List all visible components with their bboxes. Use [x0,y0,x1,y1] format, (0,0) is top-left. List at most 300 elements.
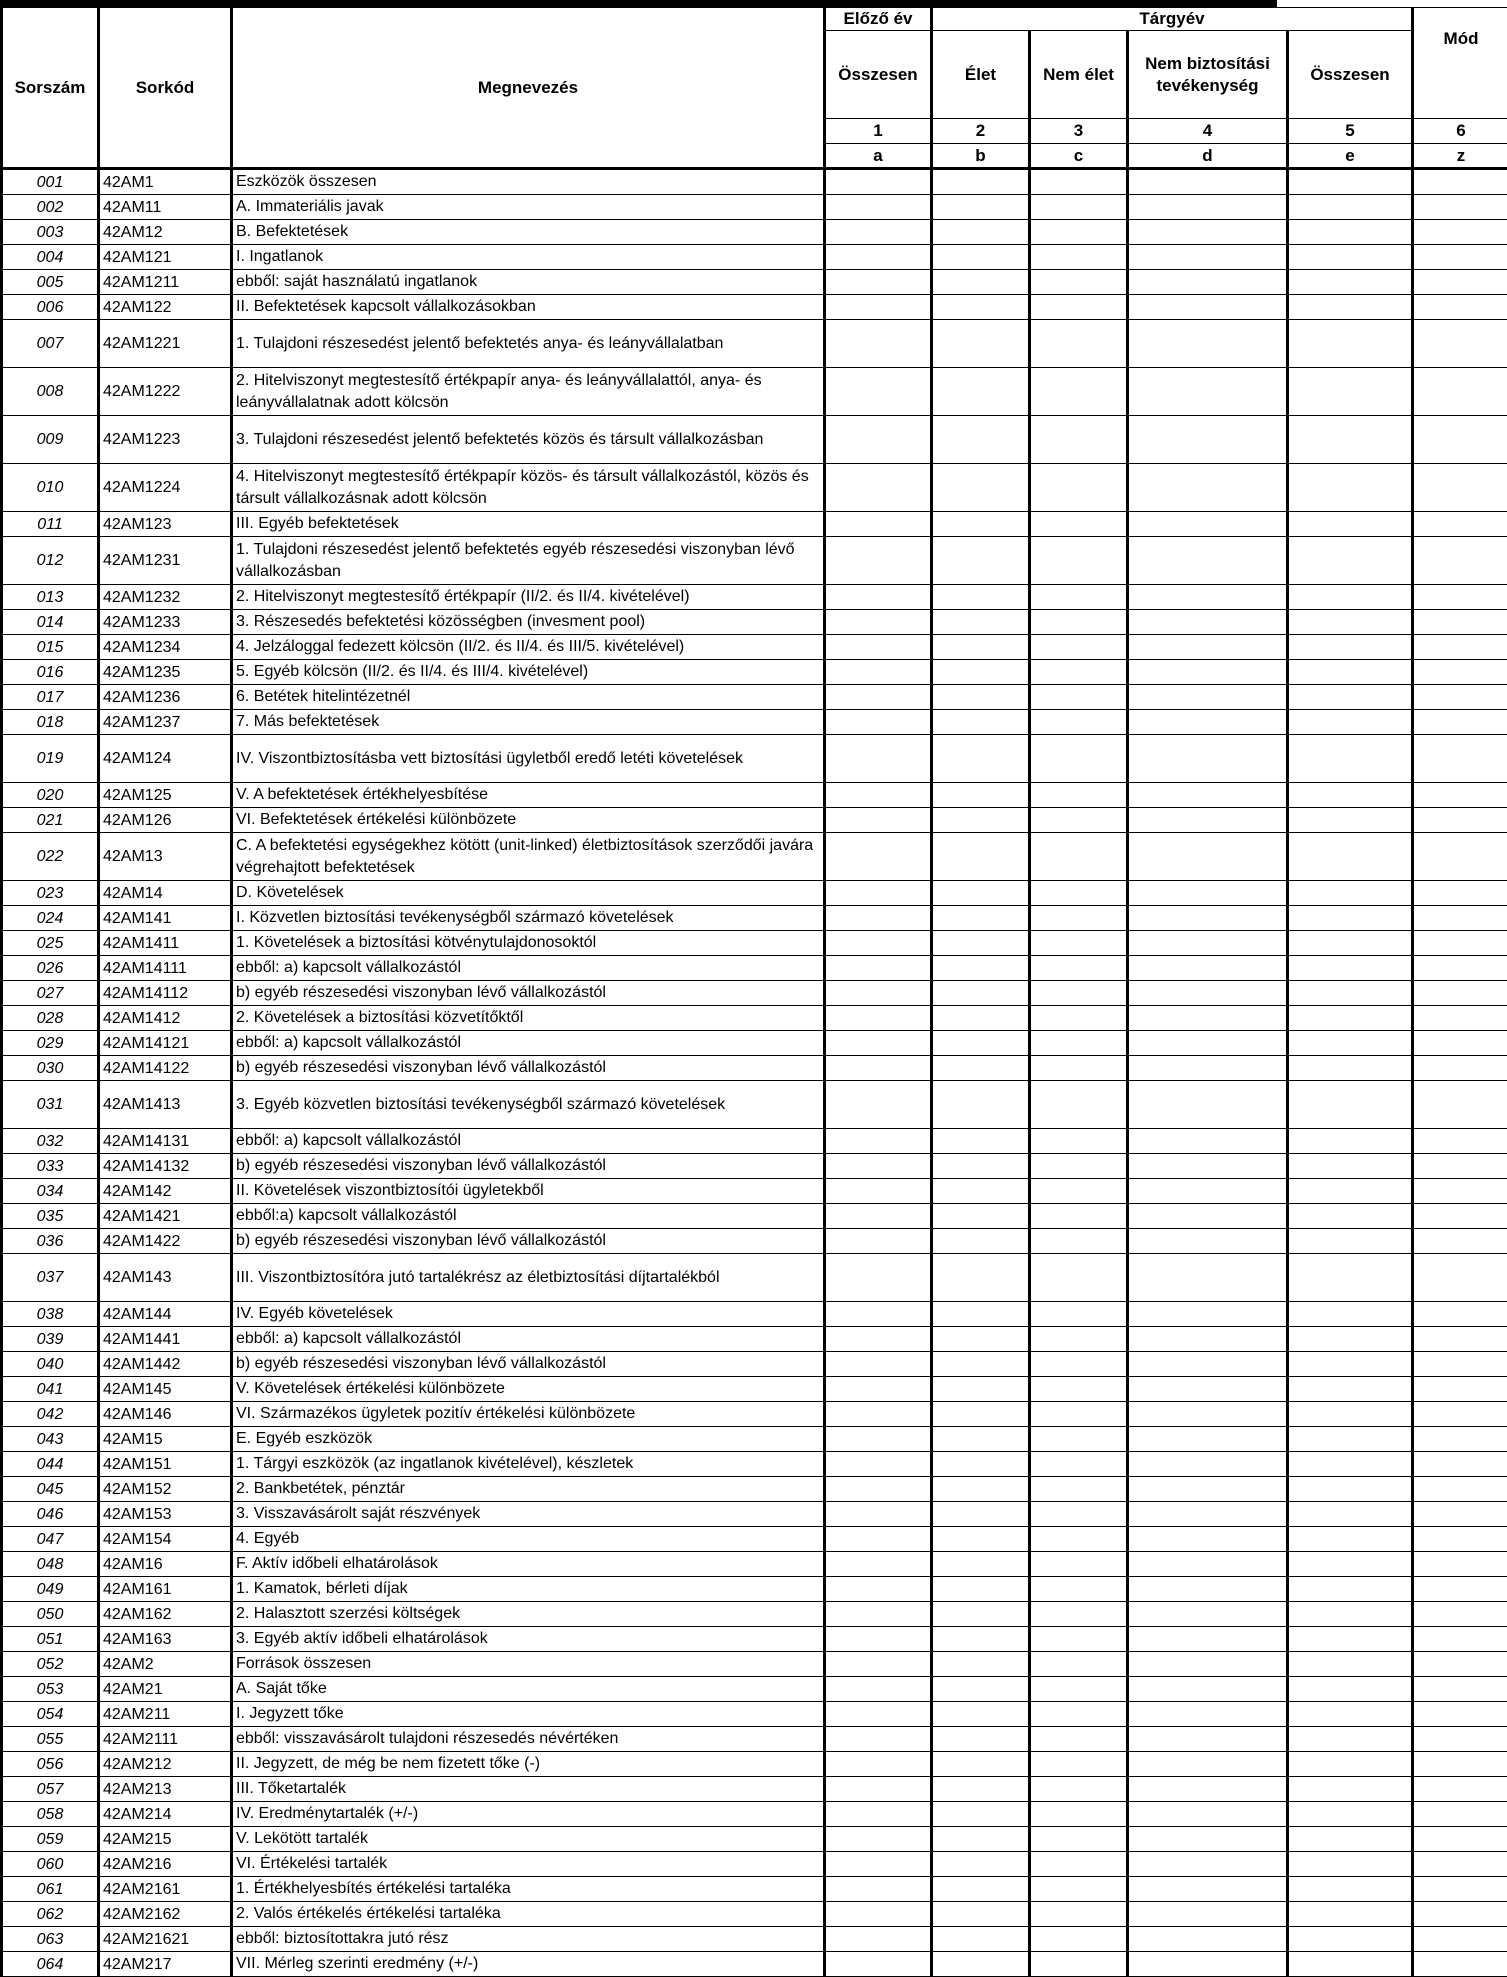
value-cell-b[interactable] [932,610,1030,635]
value-cell-c[interactable] [1030,1927,1128,1952]
value-cell-d[interactable] [1128,1927,1288,1952]
value-cell-b[interactable] [932,1802,1030,1827]
value-cell-z[interactable] [1413,1352,1507,1377]
value-cell-z[interactable] [1413,735,1507,783]
value-cell-d[interactable] [1128,1352,1288,1377]
value-cell-b[interactable] [932,1777,1030,1802]
value-cell-d[interactable] [1128,1006,1288,1031]
value-cell-c[interactable] [1030,295,1128,320]
value-cell-d[interactable] [1128,1452,1288,1477]
value-cell-c[interactable] [1030,1229,1128,1254]
value-cell-e[interactable] [1288,1154,1413,1179]
value-cell-e[interactable] [1288,1877,1413,1902]
value-cell-d[interactable] [1128,1031,1288,1056]
value-cell-c[interactable] [1030,906,1128,931]
value-cell-c[interactable] [1030,710,1128,735]
value-cell-a[interactable] [825,1327,932,1352]
value-cell-b[interactable] [932,1952,1030,1977]
value-cell-b[interactable] [932,635,1030,660]
value-cell-e[interactable] [1288,1254,1413,1302]
value-cell-a[interactable] [825,1056,932,1081]
value-cell-z[interactable] [1413,1702,1507,1727]
value-cell-e[interactable] [1288,320,1413,368]
value-cell-b[interactable] [932,1627,1030,1652]
value-cell-z[interactable] [1413,220,1507,245]
value-cell-z[interactable] [1413,906,1507,931]
value-cell-z[interactable] [1413,195,1507,220]
value-cell-b[interactable] [932,1852,1030,1877]
value-cell-c[interactable] [1030,1352,1128,1377]
value-cell-a[interactable] [825,1802,932,1827]
value-cell-d[interactable] [1128,1204,1288,1229]
value-cell-z[interactable] [1413,956,1507,981]
value-cell-z[interactable] [1413,1129,1507,1154]
value-cell-b[interactable] [932,585,1030,610]
value-cell-d[interactable] [1128,1302,1288,1327]
value-cell-a[interactable] [825,295,932,320]
value-cell-z[interactable] [1413,931,1507,956]
value-cell-z[interactable] [1413,416,1507,464]
value-cell-a[interactable] [825,1006,932,1031]
value-cell-d[interactable] [1128,1477,1288,1502]
value-cell-a[interactable] [825,1154,932,1179]
value-cell-a[interactable] [825,1602,932,1627]
value-cell-c[interactable] [1030,685,1128,710]
value-cell-d[interactable] [1128,1802,1288,1827]
value-cell-b[interactable] [932,808,1030,833]
value-cell-a[interactable] [825,635,932,660]
value-cell-d[interactable] [1128,1877,1288,1902]
value-cell-c[interactable] [1030,1377,1128,1402]
value-cell-a[interactable] [825,416,932,464]
value-cell-d[interactable] [1128,981,1288,1006]
value-cell-b[interactable] [932,245,1030,270]
value-cell-a[interactable] [825,1402,932,1427]
value-cell-d[interactable] [1128,295,1288,320]
value-cell-b[interactable] [932,1727,1030,1752]
value-cell-z[interactable] [1413,1302,1507,1327]
value-cell-b[interactable] [932,833,1030,881]
value-cell-e[interactable] [1288,710,1413,735]
value-cell-e[interactable] [1288,416,1413,464]
value-cell-a[interactable] [825,1477,932,1502]
value-cell-d[interactable] [1128,635,1288,660]
value-cell-c[interactable] [1030,1081,1128,1129]
value-cell-d[interactable] [1128,1552,1288,1577]
value-cell-a[interactable] [825,1852,932,1877]
value-cell-d[interactable] [1128,1129,1288,1154]
value-cell-b[interactable] [932,906,1030,931]
value-cell-a[interactable] [825,320,932,368]
value-cell-a[interactable] [825,1081,932,1129]
value-cell-z[interactable] [1413,1852,1507,1877]
value-cell-c[interactable] [1030,610,1128,635]
value-cell-e[interactable] [1288,1327,1413,1352]
value-cell-z[interactable] [1413,1154,1507,1179]
value-cell-e[interactable] [1288,1031,1413,1056]
value-cell-e[interactable] [1288,1129,1413,1154]
value-cell-d[interactable] [1128,1902,1288,1927]
value-cell-d[interactable] [1128,512,1288,537]
value-cell-e[interactable] [1288,1852,1413,1877]
value-cell-d[interactable] [1128,833,1288,881]
value-cell-a[interactable] [825,1627,932,1652]
value-cell-z[interactable] [1413,1179,1507,1204]
value-cell-a[interactable] [825,1229,932,1254]
value-cell-d[interactable] [1128,270,1288,295]
value-cell-d[interactable] [1128,464,1288,512]
value-cell-e[interactable] [1288,1402,1413,1427]
value-cell-z[interactable] [1413,1652,1507,1677]
value-cell-d[interactable] [1128,1427,1288,1452]
value-cell-z[interactable] [1413,169,1507,195]
value-cell-z[interactable] [1413,881,1507,906]
value-cell-b[interactable] [932,270,1030,295]
value-cell-b[interactable] [932,1527,1030,1552]
value-cell-c[interactable] [1030,1527,1128,1552]
value-cell-d[interactable] [1128,1652,1288,1677]
value-cell-c[interactable] [1030,169,1128,195]
value-cell-b[interactable] [932,1827,1030,1852]
value-cell-z[interactable] [1413,1081,1507,1129]
value-cell-a[interactable] [825,1752,932,1777]
value-cell-z[interactable] [1413,1677,1507,1702]
value-cell-z[interactable] [1413,1552,1507,1577]
value-cell-d[interactable] [1128,1179,1288,1204]
value-cell-c[interactable] [1030,981,1128,1006]
value-cell-z[interactable] [1413,1427,1507,1452]
value-cell-e[interactable] [1288,1552,1413,1577]
value-cell-z[interactable] [1413,610,1507,635]
value-cell-e[interactable] [1288,1527,1413,1552]
value-cell-c[interactable] [1030,1006,1128,1031]
value-cell-d[interactable] [1128,906,1288,931]
value-cell-e[interactable] [1288,931,1413,956]
value-cell-e[interactable] [1288,956,1413,981]
value-cell-c[interactable] [1030,660,1128,685]
value-cell-b[interactable] [932,1081,1030,1129]
value-cell-e[interactable] [1288,295,1413,320]
value-cell-c[interactable] [1030,1129,1128,1154]
value-cell-a[interactable] [825,1377,932,1402]
value-cell-a[interactable] [825,1577,932,1602]
value-cell-e[interactable] [1288,1727,1413,1752]
value-cell-b[interactable] [932,1652,1030,1677]
value-cell-b[interactable] [932,1352,1030,1377]
value-cell-d[interactable] [1128,169,1288,195]
value-cell-z[interactable] [1413,710,1507,735]
value-cell-a[interactable] [825,245,932,270]
value-cell-a[interactable] [825,956,932,981]
value-cell-c[interactable] [1030,1204,1128,1229]
value-cell-d[interactable] [1128,1577,1288,1602]
value-cell-c[interactable] [1030,635,1128,660]
value-cell-z[interactable] [1413,1006,1507,1031]
value-cell-d[interactable] [1128,1702,1288,1727]
value-cell-a[interactable] [825,1302,932,1327]
value-cell-z[interactable] [1413,585,1507,610]
value-cell-b[interactable] [932,660,1030,685]
value-cell-z[interactable] [1413,1527,1507,1552]
value-cell-c[interactable] [1030,1652,1128,1677]
value-cell-a[interactable] [825,1902,932,1927]
value-cell-z[interactable] [1413,1477,1507,1502]
value-cell-a[interactable] [825,1702,932,1727]
value-cell-c[interactable] [1030,320,1128,368]
value-cell-a[interactable] [825,685,932,710]
value-cell-z[interactable] [1413,1752,1507,1777]
value-cell-c[interactable] [1030,956,1128,981]
value-cell-b[interactable] [932,735,1030,783]
value-cell-e[interactable] [1288,1577,1413,1602]
value-cell-z[interactable] [1413,1327,1507,1352]
value-cell-d[interactable] [1128,610,1288,635]
value-cell-e[interactable] [1288,270,1413,295]
value-cell-b[interactable] [932,1179,1030,1204]
value-cell-z[interactable] [1413,783,1507,808]
value-cell-z[interactable] [1413,635,1507,660]
value-cell-c[interactable] [1030,1777,1128,1802]
value-cell-b[interactable] [932,1327,1030,1352]
value-cell-z[interactable] [1413,1377,1507,1402]
value-cell-a[interactable] [825,585,932,610]
value-cell-a[interactable] [825,610,932,635]
value-cell-a[interactable] [825,931,932,956]
value-cell-e[interactable] [1288,1927,1413,1952]
value-cell-z[interactable] [1413,1204,1507,1229]
value-cell-z[interactable] [1413,1777,1507,1802]
value-cell-a[interactable] [825,881,932,906]
value-cell-d[interactable] [1128,245,1288,270]
value-cell-b[interactable] [932,1477,1030,1502]
value-cell-z[interactable] [1413,808,1507,833]
value-cell-e[interactable] [1288,1602,1413,1627]
value-cell-b[interactable] [932,685,1030,710]
value-cell-b[interactable] [932,1254,1030,1302]
value-cell-c[interactable] [1030,808,1128,833]
value-cell-z[interactable] [1413,1827,1507,1852]
value-cell-d[interactable] [1128,416,1288,464]
value-cell-d[interactable] [1128,1527,1288,1552]
value-cell-c[interactable] [1030,833,1128,881]
value-cell-z[interactable] [1413,981,1507,1006]
value-cell-c[interactable] [1030,512,1128,537]
value-cell-z[interactable] [1413,1627,1507,1652]
value-cell-d[interactable] [1128,783,1288,808]
value-cell-d[interactable] [1128,710,1288,735]
value-cell-b[interactable] [932,1154,1030,1179]
value-cell-b[interactable] [932,169,1030,195]
value-cell-c[interactable] [1030,195,1128,220]
value-cell-b[interactable] [932,1502,1030,1527]
value-cell-b[interactable] [932,1229,1030,1254]
value-cell-e[interactable] [1288,1677,1413,1702]
value-cell-a[interactable] [825,833,932,881]
value-cell-b[interactable] [932,1677,1030,1702]
value-cell-d[interactable] [1128,220,1288,245]
value-cell-d[interactable] [1128,195,1288,220]
value-cell-d[interactable] [1128,1727,1288,1752]
value-cell-d[interactable] [1128,1777,1288,1802]
value-cell-e[interactable] [1288,735,1413,783]
value-cell-e[interactable] [1288,1652,1413,1677]
value-cell-c[interactable] [1030,416,1128,464]
value-cell-z[interactable] [1413,1402,1507,1427]
value-cell-b[interactable] [932,1927,1030,1952]
value-cell-e[interactable] [1288,220,1413,245]
value-cell-c[interactable] [1030,1752,1128,1777]
value-cell-c[interactable] [1030,245,1128,270]
value-cell-b[interactable] [932,1031,1030,1056]
value-cell-e[interactable] [1288,537,1413,585]
value-cell-e[interactable] [1288,1777,1413,1802]
value-cell-e[interactable] [1288,685,1413,710]
value-cell-a[interactable] [825,1777,932,1802]
value-cell-a[interactable] [825,1527,932,1552]
value-cell-d[interactable] [1128,368,1288,416]
value-cell-a[interactable] [825,1031,932,1056]
value-cell-d[interactable] [1128,1056,1288,1081]
value-cell-d[interactable] [1128,881,1288,906]
value-cell-e[interactable] [1288,585,1413,610]
value-cell-a[interactable] [825,1727,932,1752]
value-cell-z[interactable] [1413,270,1507,295]
value-cell-d[interactable] [1128,1081,1288,1129]
value-cell-e[interactable] [1288,1752,1413,1777]
value-cell-a[interactable] [825,808,932,833]
value-cell-b[interactable] [932,195,1030,220]
value-cell-c[interactable] [1030,1902,1128,1927]
value-cell-e[interactable] [1288,783,1413,808]
value-cell-a[interactable] [825,1254,932,1302]
value-cell-a[interactable] [825,906,932,931]
value-cell-z[interactable] [1413,320,1507,368]
value-cell-a[interactable] [825,195,932,220]
value-cell-e[interactable] [1288,981,1413,1006]
value-cell-d[interactable] [1128,1602,1288,1627]
value-cell-z[interactable] [1413,1727,1507,1752]
value-cell-e[interactable] [1288,881,1413,906]
value-cell-c[interactable] [1030,464,1128,512]
value-cell-a[interactable] [825,169,932,195]
value-cell-c[interactable] [1030,1402,1128,1427]
value-cell-e[interactable] [1288,1427,1413,1452]
value-cell-c[interactable] [1030,1502,1128,1527]
value-cell-z[interactable] [1413,833,1507,881]
value-cell-b[interactable] [932,956,1030,981]
value-cell-c[interactable] [1030,1327,1128,1352]
value-cell-e[interactable] [1288,1204,1413,1229]
value-cell-b[interactable] [932,1056,1030,1081]
value-cell-z[interactable] [1413,1031,1507,1056]
value-cell-z[interactable] [1413,1952,1507,1977]
value-cell-a[interactable] [825,1352,932,1377]
value-cell-e[interactable] [1288,1827,1413,1852]
value-cell-c[interactable] [1030,1154,1128,1179]
value-cell-a[interactable] [825,512,932,537]
value-cell-b[interactable] [932,1006,1030,1031]
value-cell-z[interactable] [1413,1902,1507,1927]
value-cell-d[interactable] [1128,1254,1288,1302]
value-cell-d[interactable] [1128,585,1288,610]
value-cell-d[interactable] [1128,735,1288,783]
value-cell-c[interactable] [1030,1727,1128,1752]
value-cell-b[interactable] [932,464,1030,512]
value-cell-d[interactable] [1128,320,1288,368]
value-cell-e[interactable] [1288,1627,1413,1652]
value-cell-a[interactable] [825,1452,932,1477]
value-cell-b[interactable] [932,512,1030,537]
value-cell-z[interactable] [1413,1927,1507,1952]
value-cell-e[interactable] [1288,169,1413,195]
value-cell-z[interactable] [1413,685,1507,710]
value-cell-b[interactable] [932,295,1030,320]
value-cell-d[interactable] [1128,1377,1288,1402]
value-cell-e[interactable] [1288,1802,1413,1827]
value-cell-c[interactable] [1030,1452,1128,1477]
value-cell-z[interactable] [1413,1502,1507,1527]
value-cell-e[interactable] [1288,1056,1413,1081]
value-cell-c[interactable] [1030,220,1128,245]
value-cell-z[interactable] [1413,660,1507,685]
value-cell-a[interactable] [825,1827,932,1852]
value-cell-d[interactable] [1128,1752,1288,1777]
value-cell-b[interactable] [932,416,1030,464]
value-cell-c[interactable] [1030,931,1128,956]
value-cell-e[interactable] [1288,1081,1413,1129]
value-cell-b[interactable] [932,783,1030,808]
value-cell-b[interactable] [932,1427,1030,1452]
value-cell-e[interactable] [1288,245,1413,270]
value-cell-z[interactable] [1413,368,1507,416]
value-cell-b[interactable] [932,710,1030,735]
value-cell-d[interactable] [1128,1677,1288,1702]
value-cell-d[interactable] [1128,931,1288,956]
value-cell-c[interactable] [1030,1702,1128,1727]
value-cell-b[interactable] [932,320,1030,368]
value-cell-a[interactable] [825,537,932,585]
value-cell-d[interactable] [1128,1852,1288,1877]
value-cell-b[interactable] [932,881,1030,906]
value-cell-e[interactable] [1288,195,1413,220]
value-cell-a[interactable] [825,1877,932,1902]
value-cell-c[interactable] [1030,1056,1128,1081]
value-cell-e[interactable] [1288,635,1413,660]
value-cell-c[interactable] [1030,735,1128,783]
value-cell-b[interactable] [932,1877,1030,1902]
value-cell-d[interactable] [1128,1154,1288,1179]
value-cell-e[interactable] [1288,833,1413,881]
value-cell-c[interactable] [1030,1952,1128,1977]
value-cell-z[interactable] [1413,464,1507,512]
value-cell-c[interactable] [1030,1179,1128,1204]
value-cell-a[interactable] [825,1552,932,1577]
value-cell-e[interactable] [1288,464,1413,512]
value-cell-e[interactable] [1288,906,1413,931]
value-cell-c[interactable] [1030,881,1128,906]
value-cell-d[interactable] [1128,537,1288,585]
value-cell-c[interactable] [1030,1302,1128,1327]
value-cell-c[interactable] [1030,1827,1128,1852]
value-cell-z[interactable] [1413,1577,1507,1602]
value-cell-d[interactable] [1128,660,1288,685]
value-cell-d[interactable] [1128,1327,1288,1352]
value-cell-a[interactable] [825,1204,932,1229]
value-cell-c[interactable] [1030,783,1128,808]
value-cell-e[interactable] [1288,660,1413,685]
value-cell-a[interactable] [825,1652,932,1677]
value-cell-c[interactable] [1030,1602,1128,1627]
